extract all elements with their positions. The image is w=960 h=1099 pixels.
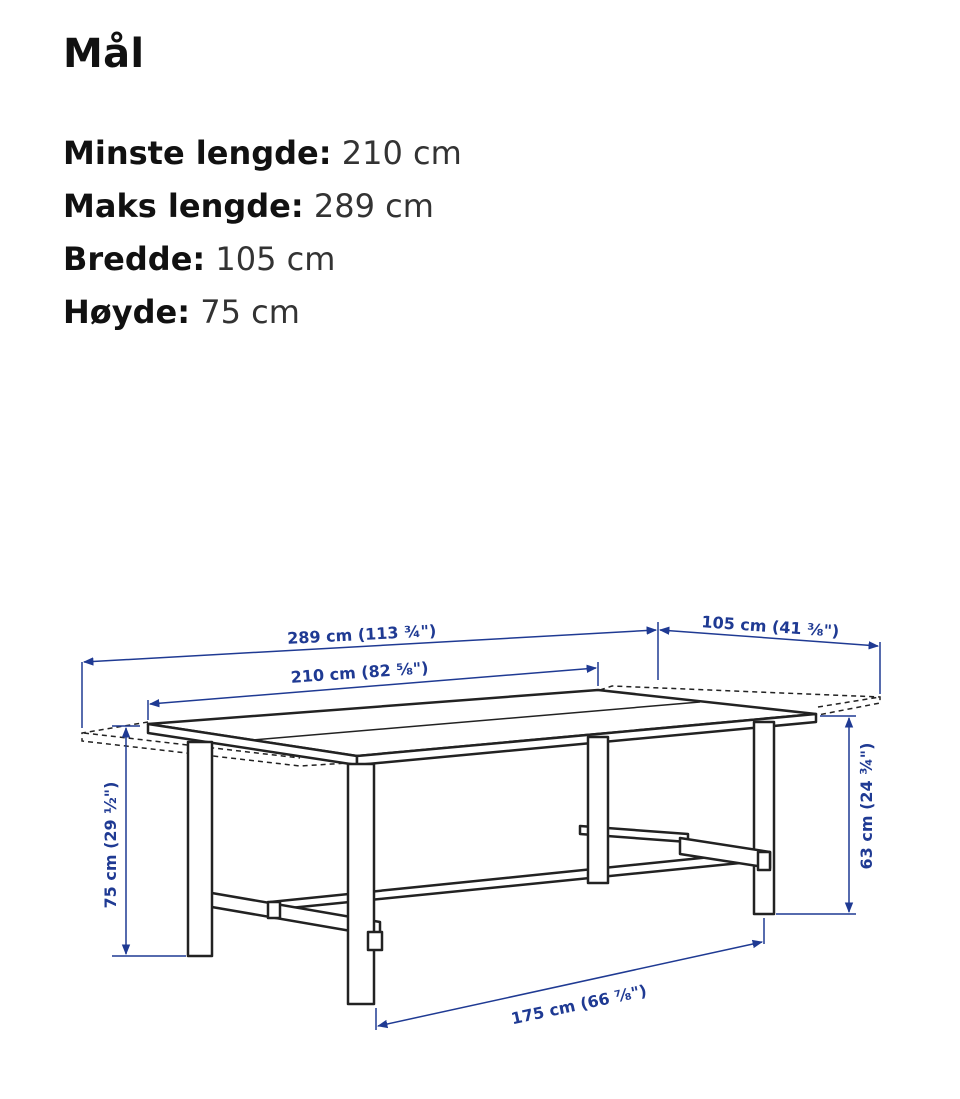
spec-label: Minste lengde: bbox=[63, 134, 332, 172]
label-leg-height: 63 cm (24 ¾") bbox=[857, 742, 876, 870]
spec-value: 75 cm bbox=[200, 293, 300, 331]
spec-label: Høyde: bbox=[63, 293, 191, 331]
table-legs bbox=[188, 722, 774, 1004]
label-max-length: 289 cm (113 ¾") bbox=[286, 621, 437, 648]
spec-value: 210 cm bbox=[341, 134, 462, 172]
label-min-length: 210 cm (82 ⅝") bbox=[290, 658, 430, 687]
label-width: 105 cm (41 ⅜") bbox=[700, 612, 840, 641]
table-top bbox=[148, 690, 816, 765]
dimension-specs-list bbox=[63, 127, 462, 339]
spec-height bbox=[63, 286, 462, 339]
spec-value: 105 cm bbox=[215, 240, 336, 278]
page-title: Mål bbox=[63, 31, 145, 77]
spec-value: 289 cm bbox=[313, 187, 434, 225]
label-height: 75 cm (29 ½") bbox=[101, 781, 120, 909]
spec-max-length bbox=[63, 180, 462, 233]
spec-label: Maks lengde: bbox=[63, 187, 304, 225]
spec-label: Bredde: bbox=[63, 240, 206, 278]
table-dimension-diagram bbox=[0, 560, 960, 1080]
label-leg-span: 175 cm (66 ⅞") bbox=[509, 980, 649, 1029]
spec-min-length bbox=[63, 127, 462, 180]
spec-width bbox=[63, 233, 462, 286]
